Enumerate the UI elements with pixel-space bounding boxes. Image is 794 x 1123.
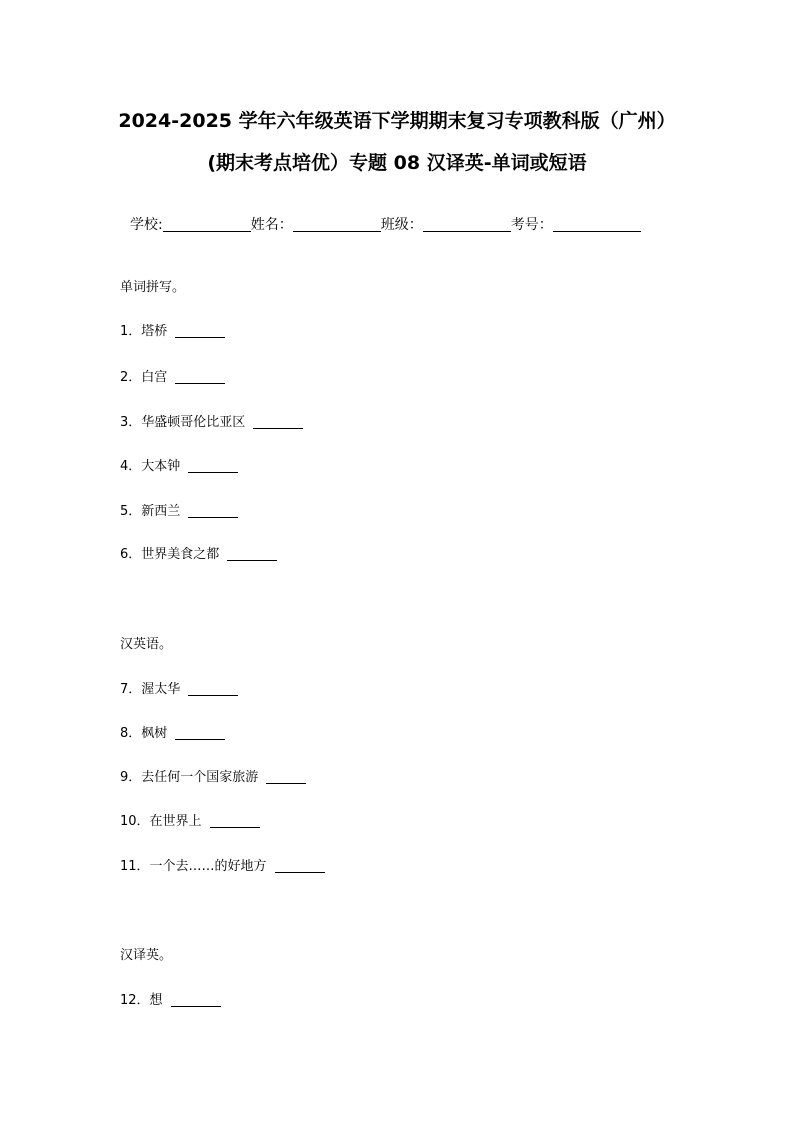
question-7 bbox=[120, 678, 238, 697]
answer-blank[interactable] bbox=[175, 324, 225, 338]
section-heading-chinese-english: 汉英语。 bbox=[120, 637, 173, 652]
question-number: 9． bbox=[120, 770, 142, 785]
school-blank[interactable] bbox=[163, 217, 251, 232]
question-text: 世界美食之都 bbox=[141, 547, 220, 562]
question-number: 12． bbox=[120, 993, 150, 1008]
question-8 bbox=[120, 722, 225, 741]
answer-blank[interactable] bbox=[188, 682, 238, 696]
answer-blank[interactable] bbox=[253, 415, 303, 429]
school-label: 学校: bbox=[130, 217, 163, 233]
question-text: 新西兰 bbox=[141, 504, 181, 519]
question-9 bbox=[120, 766, 306, 785]
exam-number-blank[interactable] bbox=[553, 217, 641, 232]
answer-blank[interactable] bbox=[171, 993, 221, 1007]
question-number: 11． bbox=[120, 859, 150, 874]
question-1 bbox=[120, 320, 225, 339]
name-label: 姓名： bbox=[250, 217, 293, 233]
answer-blank[interactable] bbox=[175, 726, 225, 740]
question-number: 1． bbox=[120, 324, 142, 339]
answer-blank[interactable] bbox=[188, 504, 238, 518]
question-6 bbox=[120, 543, 277, 562]
question-2 bbox=[120, 366, 225, 385]
question-text: 一个去……的好地方 bbox=[149, 859, 267, 874]
answer-blank[interactable] bbox=[266, 770, 306, 784]
document-title-line-2: (期末考点培优）专题 08 汉译英-单词或短语 bbox=[207, 152, 587, 174]
question-3 bbox=[120, 411, 303, 430]
section-heading-translate: 汉译英。 bbox=[120, 948, 173, 963]
document-title-line-1: 2024-2025 学年六年级英语下学期期末复习专项教科版（广州） bbox=[118, 110, 676, 132]
answer-blank[interactable] bbox=[188, 459, 238, 473]
question-number: 4． bbox=[120, 459, 142, 474]
class-blank[interactable] bbox=[423, 217, 511, 232]
question-11 bbox=[120, 855, 325, 874]
class-label: 班级： bbox=[380, 217, 423, 233]
question-text: 大本钟 bbox=[141, 459, 181, 474]
answer-blank[interactable] bbox=[210, 814, 260, 828]
exam-number-label: 考号： bbox=[510, 217, 553, 233]
question-number: 3． bbox=[120, 415, 142, 430]
student-info-row bbox=[130, 214, 641, 234]
question-number: 2． bbox=[120, 370, 142, 385]
name-blank[interactable] bbox=[293, 217, 381, 232]
question-number: 10． bbox=[120, 814, 150, 829]
question-text: 在世界上 bbox=[149, 814, 202, 829]
question-number: 6． bbox=[120, 547, 142, 562]
question-10 bbox=[120, 810, 260, 829]
question-text: 枫树 bbox=[141, 726, 168, 741]
question-5 bbox=[120, 500, 238, 519]
section-heading-spelling: 单词拼写。 bbox=[120, 280, 186, 295]
question-text: 华盛顿哥伦比亚区 bbox=[141, 415, 246, 430]
answer-blank[interactable] bbox=[275, 859, 325, 873]
question-text: 渥太华 bbox=[141, 682, 181, 697]
question-4 bbox=[120, 455, 238, 474]
question-text: 白宫 bbox=[141, 370, 168, 385]
question-text: 想 bbox=[149, 993, 163, 1008]
question-number: 7． bbox=[120, 682, 142, 697]
question-text: 塔桥 bbox=[141, 324, 168, 339]
answer-blank[interactable] bbox=[227, 547, 277, 561]
question-text: 去任何一个国家旅游 bbox=[141, 770, 259, 785]
question-number: 5． bbox=[120, 504, 142, 519]
question-12 bbox=[120, 989, 221, 1008]
answer-blank[interactable] bbox=[175, 370, 225, 384]
question-number: 8． bbox=[120, 726, 142, 741]
